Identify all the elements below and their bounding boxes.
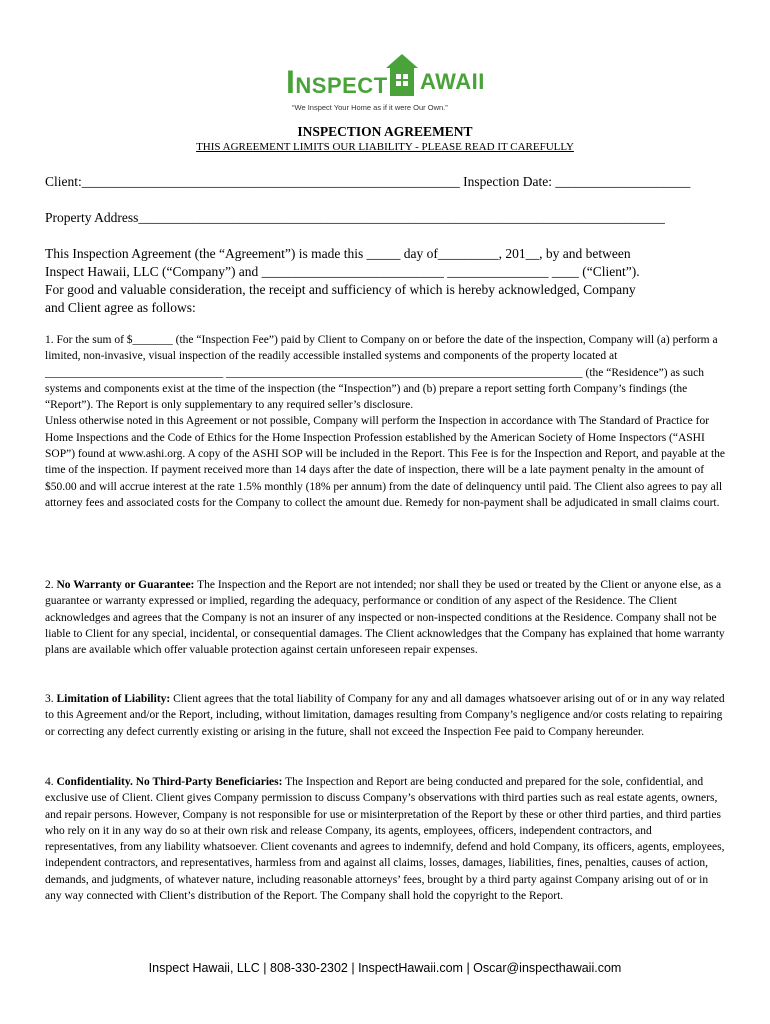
section-4-confidentiality — [45, 774, 725, 904]
logo-word-hawaii: AWAII — [420, 69, 485, 94]
intro-line-3: For good and valuable consideration, the receipt and sufficiency of which is hereby acknowledged, Company — [45, 282, 636, 297]
intro-line-1: This Inspection Agreement (the “Agreement”) is made this _____ day of_________, 201__, by and between — [45, 246, 631, 261]
section-3-liability — [45, 691, 725, 740]
intro-line-4: and Client agree as follows: — [45, 300, 196, 315]
document-subtitle: THIS AGREEMENT LIMITS OUR LIABILITY - PLEASE READ IT CAREFULLY — [196, 141, 574, 153]
section-2-text: The Inspection and the Report are not intended; nor shall they be used or treated by the Client or anyone else, as a guarantee or warranty expressed or implied, regarding the adequacy, performance or condition of any aspect of the Residence. The Client acknowledges and agrees that the Company is not an insurer of any inspected or non-inspected conditions at the Residence. Company shall not be liable to Client for any special, incidental, or consequential damages. The Client acknowledges that the Company has explained that home warranty plans are available which offer valuable protection against certain unforeseen repair expenses. — [45, 579, 725, 657]
section-1-standards-text: Unless otherwise noted in this Agreement or not possible, Company will perform the Inspection in accordance with The Standard of Practice for Home Inspections and the Code of Ethics for the Home Inspection Profession established by the American Society of Home Inspectors (“ASHI SOP”) found at www.ashi.org. A copy of the ASHI SOP will be included in the Report. This Fee is for the Inspection and Report, and payable at the time of the inspection. If payment received more than 14 days after the date of inspection, there will be a late payment penalty in the amount of $50.00 and will accrue interest at the rate 1.5% monthly (18% per annum) from the date of delinquency until paid. The Client also agrees to pay all attorney fees and associated costs for the Company to collect the amount due. Remedy for non-payment shall be adjudicated in small claims court. — [45, 415, 725, 509]
section-3-heading: Limitation of Liability: — [56, 693, 171, 705]
property-address-line: Property Address______________________________________________________________________________ — [45, 210, 665, 225]
document-title: INSPECTION AGREEMENT — [297, 124, 473, 139]
logo-word-inspect: INSPECT — [286, 64, 388, 100]
section-2-no-warranty — [45, 577, 725, 658]
page-footer: Inspect Hawaii, LLC | 808-330-2302 | InspectHawaii.com | Oscar@inspecthawaii.com — [148, 961, 622, 975]
intro-line-2: Inspect Hawaii, LLC (“Company”) and ___________________________ _______________ ____ (“Client”). — [45, 264, 640, 279]
section-4-heading: Confidentiality. No Third-Party Beneficiaries: — [56, 776, 283, 788]
section-2-number: 2. — [45, 579, 54, 591]
tagline: “We Inspect Your Home as if it were Our Own.” — [292, 103, 448, 112]
section-3-number: 3. — [45, 693, 54, 705]
house-icon — [384, 52, 420, 98]
section-3-text: Client agrees that the total liability of Company for any and all damages whatsoever arising out of or in any way related to this Agreement and/or the Report, including, without limitation, damages resulting from Company’s negligence and/or costs relating to repairing or correcting any defect currently existing or arising in the future, shall not exceed the Inspection Fee paid to Company hereunder. — [45, 693, 725, 738]
section-2-heading: No Warranty or Guarantee: — [56, 579, 195, 591]
client-field-line: Client:________________________________________________________ Inspection Date: ____________________ — [45, 174, 691, 189]
section-1-fee — [45, 332, 725, 511]
section-4-text: The Inspection and Report are being conducted and prepared for the sole, confidential, and exclusive use of Client. Client gives Company permission to discuss Company’s observations with third parties such as real estate agents, owners, and repair persons. However, Company is not responsible for use or misinterpretation of the Report by these or other third parties, and third parties who rely on it in any way do so at their own risk and release Company, its agents, employees, officers, independent contractors, and representatives, from any liability whatsoever. Client covenants and agrees to indemnify, defend and hold Company, its officers, agents, employees, independent contractors, and representatives, harmless from and against all claims, losses, damages, liabilities, fines, penalties, causes of action, demands, and judgments, of whatever nature, including reasonable attorneys’ fees, brought by a third party against Company arising out of or in any way connected with Client’s distribution of the Report. The Company shall hold the copyright to the Report. — [45, 776, 725, 903]
section-4-number: 4. — [45, 776, 54, 788]
section-1-text: 1. For the sum of $_______ (the “Inspection Fee”) paid by Client to Company on or before the date of the inspection, Company will (a) perform a limited, non-invasive, visual inspection of the readily accessible installed systems and components of the property located at _______________________________ ______________________________________________________________ (the “Residence”) as such systems and components exist at the time of the inspection (the “Inspection”) and (b) prepare a report setting forth Company’s findings (the “Report”). The Report is only supplementary to any required seller’s disclosure. — [45, 334, 718, 412]
